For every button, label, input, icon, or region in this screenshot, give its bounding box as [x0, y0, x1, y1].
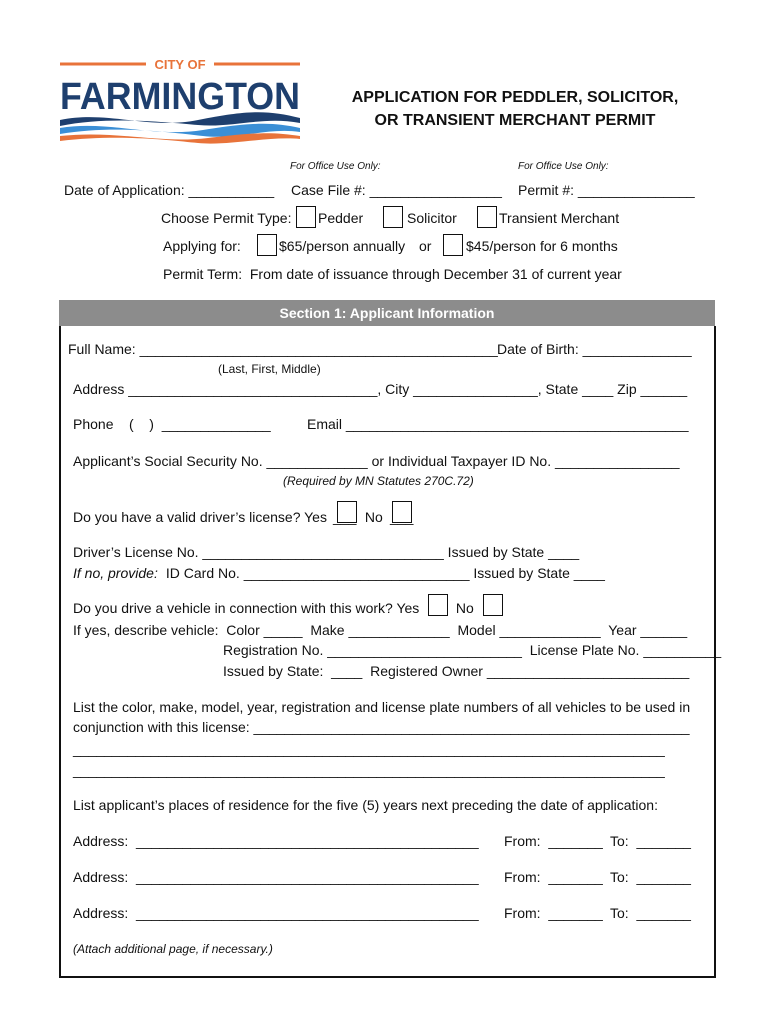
pedder-label: Pedder: [318, 210, 364, 226]
title-line-2: OR TRANSIENT MERCHANT PERMIT: [374, 112, 656, 129]
transient-merchant-checkbox[interactable]: [477, 206, 497, 228]
if-no-label: If no, provide:: [73, 565, 158, 581]
license-no-label: No: [361, 509, 383, 525]
annual-fee-checkbox[interactable]: [257, 234, 277, 256]
six-month-fee-checkbox[interactable]: [443, 234, 463, 256]
residence-to-2[interactable]: To: _______: [610, 869, 691, 885]
residence-from-3[interactable]: From: _______: [504, 905, 603, 921]
solicitor-checkbox[interactable]: [383, 206, 403, 228]
vehicle-list-instruction: List the color, make, model, year, registration and license plate numbers of all vehicles to be used in: [73, 699, 691, 715]
residence-to-1[interactable]: To: _______: [610, 833, 691, 849]
vehicle-list-blank-2[interactable]: ____________________________________________________________________________: [73, 762, 665, 778]
title-line-1: APPLICATION FOR PEDDLER, SOLICITOR,: [351, 89, 679, 106]
issued-state-owner-field[interactable]: Issued by State: ____ Registered Owner __________________________: [223, 663, 690, 679]
residence-from-2[interactable]: From: _______: [504, 869, 603, 885]
annual-fee-label: $65/person annually: [279, 238, 406, 254]
id-card-field[interactable]: ID Card No. _____________________________ Issued by State ____: [162, 565, 605, 581]
vehicle-yes-checkbox[interactable]: [428, 594, 448, 616]
vehicle-question: Do you drive a vehicle in connection with this work? Yes: [73, 600, 420, 616]
registration-field[interactable]: Registration No. _________________________ License Plate No. __________: [223, 642, 722, 658]
date-of-application-field[interactable]: Date of Application: ___________: [64, 182, 275, 198]
section-1-header: Section 1: Applicant Information: [59, 300, 715, 326]
office-note-2: For Office Use Only:: [518, 161, 609, 172]
applying-for-label: Applying for:: [163, 238, 241, 254]
name-format-hint: (Last, First, Middle): [218, 362, 321, 376]
solicitor-label: Solicitor: [407, 210, 457, 226]
residence-to-3[interactable]: To: _______: [610, 905, 691, 921]
drivers-license-field[interactable]: Driver’s License No. _______________________________ Issued by State ____: [73, 544, 580, 560]
permit-type-label: Choose Permit Type:: [161, 210, 292, 226]
residence-instruction: List applicant’s places of residence for the five (5) years next preceding the date of application:: [73, 797, 658, 813]
logo-main-text: FARMINGTON: [60, 76, 300, 118]
logo-graphic: [58, 52, 304, 144]
attach-note: (Attach additional page, if necessary.): [73, 942, 273, 956]
form-title: [325, 86, 705, 132]
license-no-blank: ___: [390, 509, 414, 525]
residence-address-3[interactable]: Address: ____________________________________________: [73, 905, 479, 921]
permit-term-text: Permit Term: From date of issuance through December 31 of current year: [163, 266, 622, 282]
residence-address-1[interactable]: Address: ____________________________________________: [73, 833, 479, 849]
pedder-checkbox[interactable]: [296, 206, 316, 228]
logo-wave-orange: [60, 133, 300, 143]
email-field[interactable]: Email ____________________________________________: [307, 416, 689, 432]
vehicle-description-field[interactable]: If yes, describe vehicle: Color _____ Make _____________ Model _____________ Year ______: [73, 622, 688, 638]
residence-from-1[interactable]: From: _______: [504, 833, 603, 849]
license-yes-blank: ___: [333, 509, 357, 525]
vehicle-list-blank-1[interactable]: ____________________________________________________________________________: [73, 741, 665, 757]
phone-field[interactable]: Phone ( ) ______________: [73, 416, 271, 432]
ssn-field[interactable]: Applicant’s Social Security No. _____________ or Individual Taxpayer ID No. ________________: [73, 453, 680, 469]
date-of-birth-field[interactable]: Date of Birth: ______________: [497, 341, 692, 357]
vehicle-list-field[interactable]: conjunction with this license: ________________________________________________________: [73, 719, 690, 735]
logo-top-text: CITY OF: [154, 57, 206, 72]
vehicle-no-checkbox[interactable]: [483, 594, 503, 616]
office-note-1: For Office Use Only:: [290, 161, 381, 172]
city-logo: [58, 52, 304, 144]
vehicle-no-label: No: [452, 600, 474, 616]
permit-number-field[interactable]: Permit #: _______________: [518, 182, 695, 198]
ssn-statute-note: (Required by MN Statutes 270C.72): [283, 474, 474, 488]
license-question: Do you have a valid driver’s license? Yes: [73, 509, 327, 525]
or-label: or: [419, 238, 432, 254]
address-line[interactable]: Address ________________________________, City ________________, State ____ Zip ______: [73, 381, 688, 397]
full-name-field[interactable]: Full Name: ______________________________________________: [68, 341, 498, 357]
six-month-fee-label: $45/person for 6 months: [466, 238, 618, 254]
transient-merchant-label: Transient Merchant: [499, 210, 620, 226]
case-file-field[interactable]: Case File #: _________________: [291, 182, 502, 198]
residence-address-2[interactable]: Address: ____________________________________________: [73, 869, 479, 885]
